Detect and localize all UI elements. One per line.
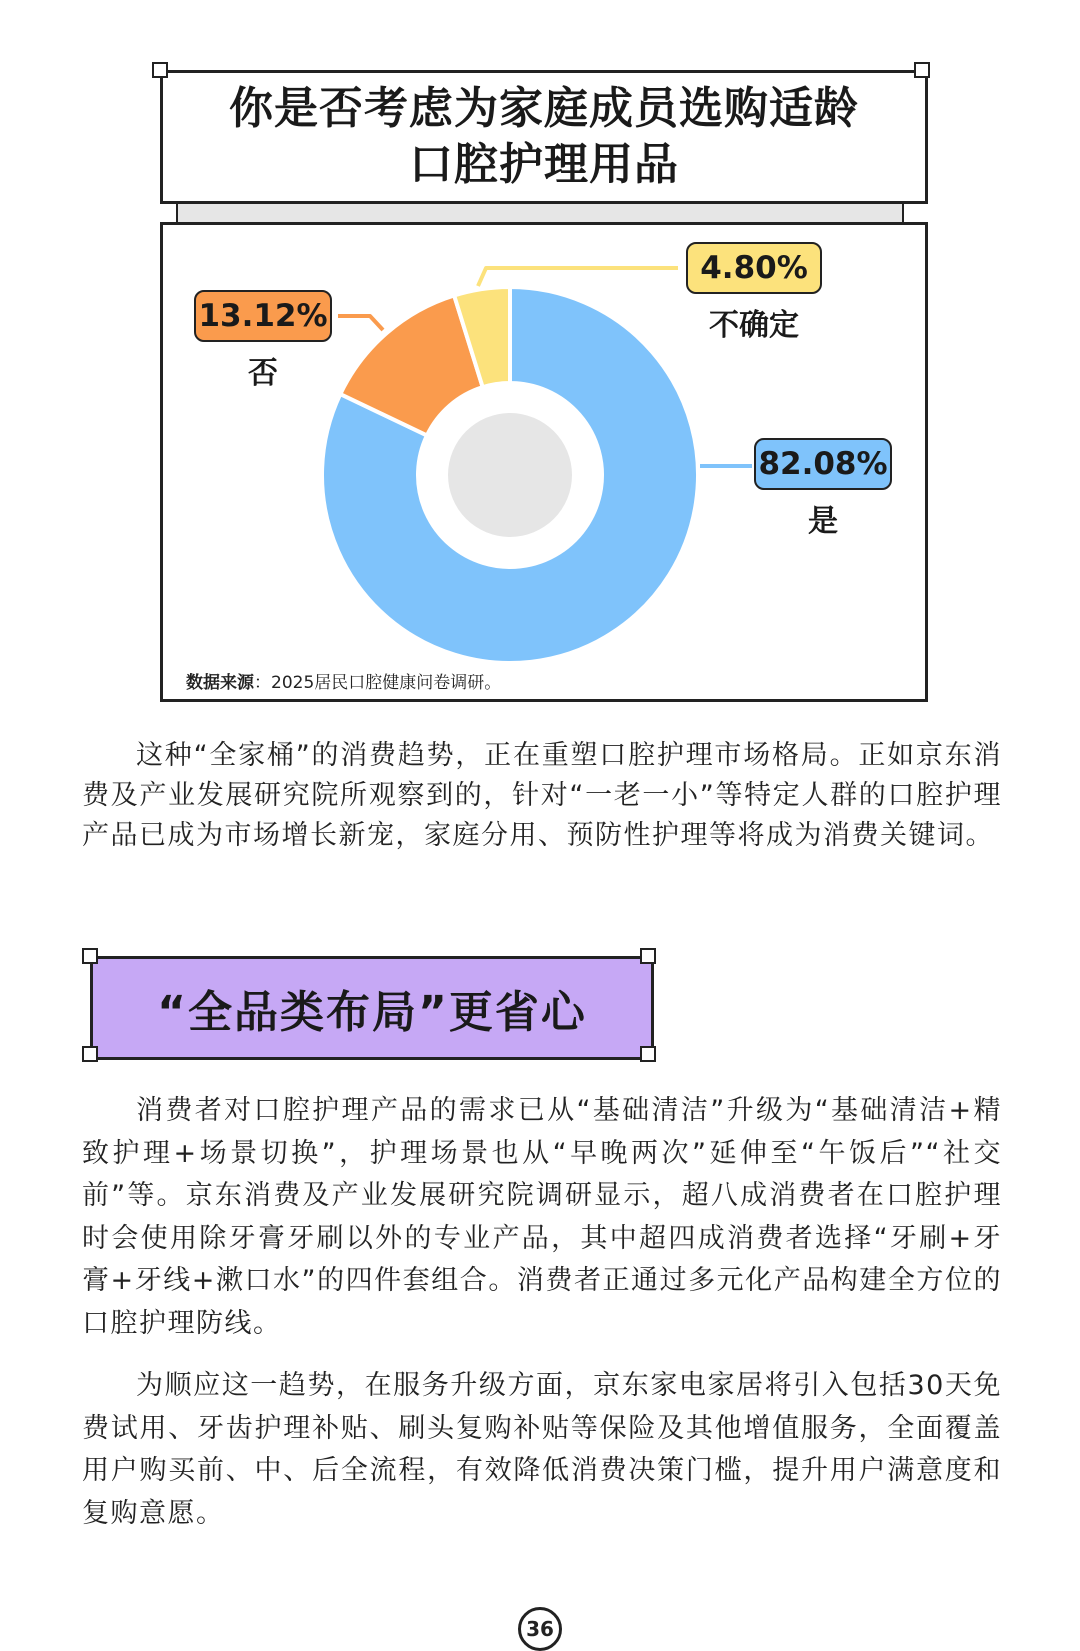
data-source-text: ：2025居民口腔健康问卷调研。 bbox=[254, 673, 502, 693]
slice-value-no: 13.12% bbox=[194, 290, 332, 342]
section-handle-bottom-left bbox=[82, 1046, 98, 1062]
leader-line-unsure bbox=[478, 268, 678, 286]
section-heading: “全品类布局”更省心 bbox=[90, 956, 654, 1060]
chart-title-line1: 你是否考虑为家庭成员选购适龄 bbox=[229, 83, 859, 134]
page-number: 36 bbox=[518, 1607, 562, 1651]
paragraph-1: 这种“全家桶”的消费趋势，正在重塑口腔护理市场格局。正如京东消费及产业发展研究院所观察到的，针对“一老一小”等特定人群的口腔护理产品已成为市场增长新宠，家庭分用、预防性护理等将成为消费关键词。 bbox=[82, 740, 1002, 851]
chart-title-line2: 口腔护理用品 bbox=[409, 139, 679, 190]
donut-chart bbox=[0, 0, 1080, 720]
donut-center bbox=[448, 413, 572, 537]
paragraph-2: 消费者对口腔护理产品的需求已从“基础清洁”升级为“基础清洁+精致护理+场景切换”，护理场景也从“早晚两次”延伸至“午饭后”“社交前”等。京东消费及产业发展研究院调研显示，超八成消费者在口腔护理时会使用除牙膏牙刷以外的专业产品，其中超四成消费者选择“牙刷+牙膏+牙线+漱口水”的四件套组合。消费者正通过多元化产品构建全方位的口腔护理防线。 bbox=[82, 1095, 1002, 1339]
section-handle-bottom-right bbox=[640, 1046, 656, 1062]
slice-label-no: 否 bbox=[248, 356, 278, 391]
leader-line-no bbox=[338, 316, 383, 330]
paragraph-3: 为顺应这一趋势，在服务升级方面，京东家电家居将引入包括30天免费试用、牙齿护理补贴、刷头复购补贴等保险及其他增值服务，全面覆盖用户购买前、中、后全流程，有效降低消费决策门槛，提升用户满意度和复购意愿。 bbox=[82, 1370, 1002, 1529]
section-handle-top-left bbox=[82, 948, 98, 964]
slice-label-yes: 是 bbox=[808, 504, 838, 539]
slice-value-unsure: 4.80% bbox=[686, 242, 822, 294]
slice-value-yes: 82.08% bbox=[754, 438, 892, 490]
slice-label-unsure: 不确定 bbox=[709, 308, 799, 343]
data-source bbox=[186, 668, 501, 693]
data-source-label: 数据来源 bbox=[186, 673, 254, 693]
section-handle-top-right bbox=[640, 948, 656, 964]
